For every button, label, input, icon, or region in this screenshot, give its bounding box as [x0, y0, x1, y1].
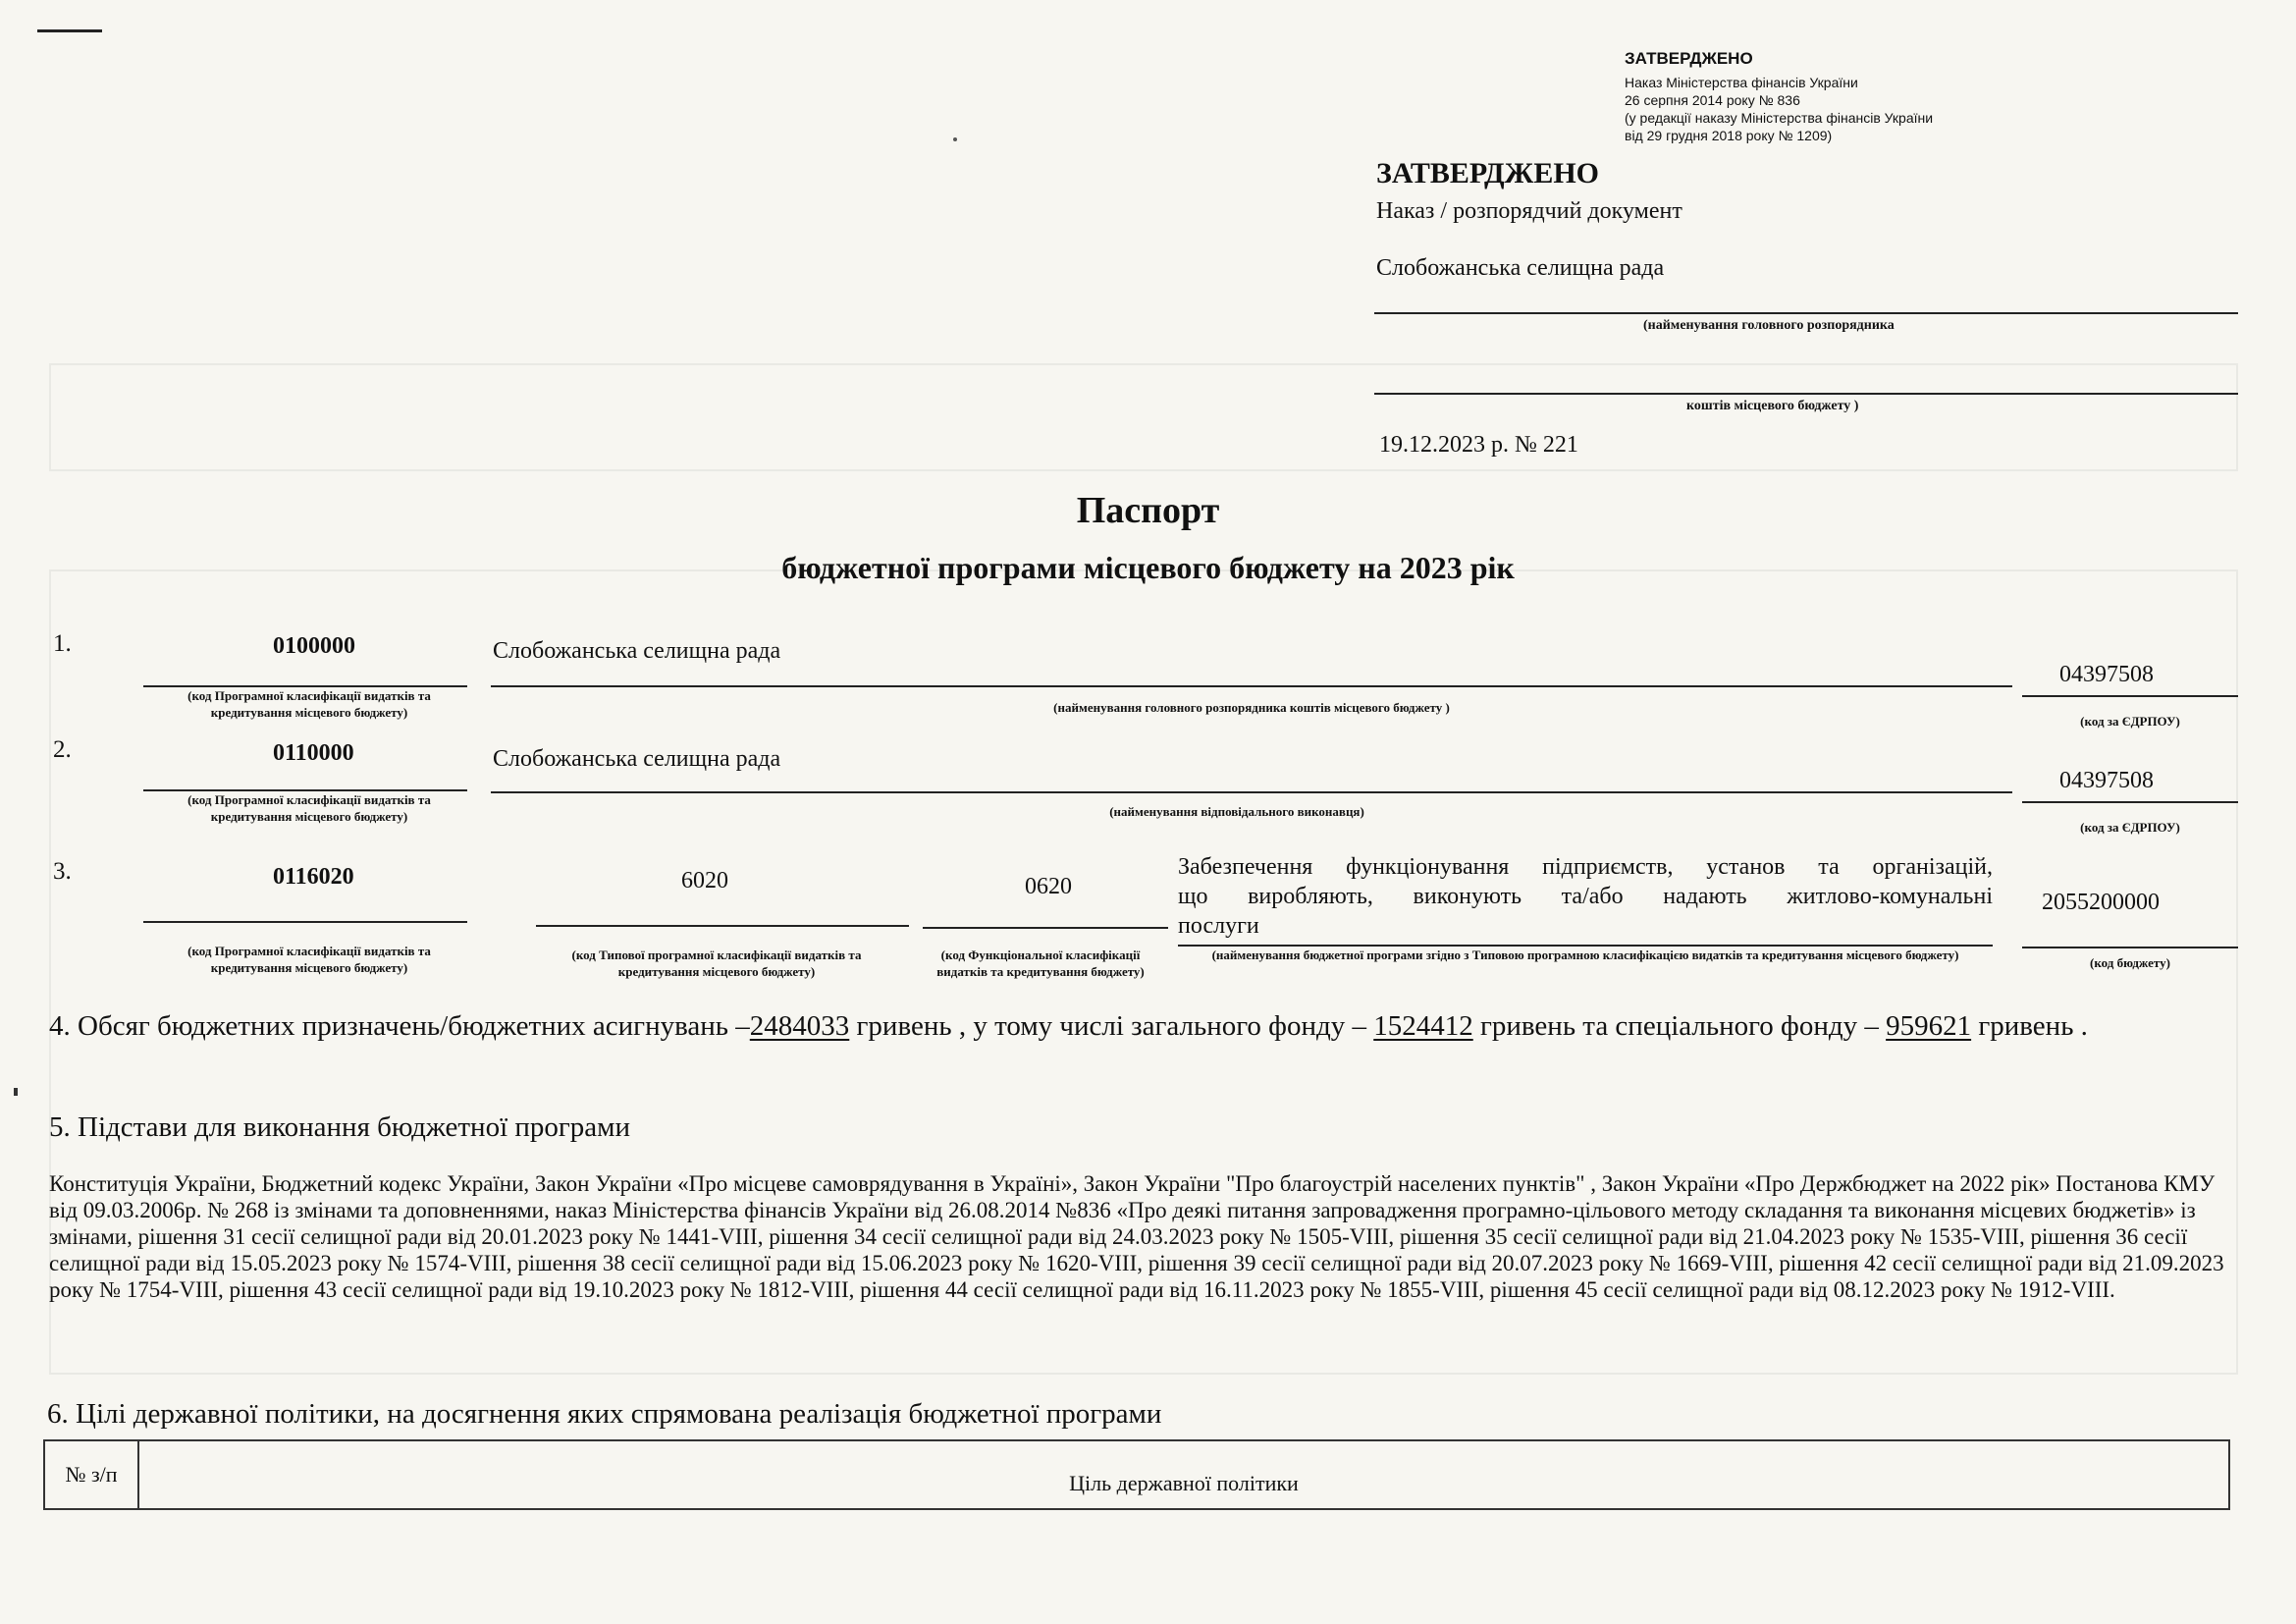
section4-text-1: 4. Обсяг бюджетних призначень/бюджетних асигнувань – — [49, 1010, 750, 1042]
section4-text-4: гривень . — [1971, 1010, 2088, 1042]
table-header-row — [44, 1440, 2229, 1509]
item1-edrpou-caption: (код за ЄДРПОУ) — [2080, 714, 2180, 729]
approval-line-2 — [1374, 393, 2238, 395]
item3-program-name-line3: послуги — [1178, 913, 1259, 939]
item2-name-caption: (найменування відповідального виконавця) — [1109, 804, 1364, 819]
item3-program-name — [1178, 852, 1993, 941]
item2-code-caption: (код Програмної класифікації видатків та кредитування місцевого бюджету) — [187, 792, 431, 824]
item3-program-name-line2: що виробляють, виконують та/або надають житлово-комунальні — [1178, 884, 1993, 909]
item1-name-caption: (найменування головного розпорядника коштів місцевого бюджету ) — [1053, 700, 1450, 715]
section4-text-3: гривень та спеціального фонду – — [1472, 1010, 1879, 1042]
approval-top-line4: від 29 грудня 2018 року № 1209) — [1625, 128, 1833, 143]
section4-general-fund: 1524412 — [1373, 1010, 1473, 1042]
approval-org: Слобожанська селищна рада — [1376, 255, 1665, 281]
col-goal-header: Ціль державної політики — [138, 1440, 2229, 1509]
item3-typical-code: 6020 — [681, 868, 728, 893]
page-subtitle: бюджетної програми місцевого бюджету на 2023 рік — [781, 550, 1515, 585]
section6-title: 6. Цілі державної політики, на досягнення яких спрямована реалізація бюджетної програми — [47, 1398, 1162, 1430]
item2-program-code: 0110000 — [273, 740, 354, 766]
speck — [953, 137, 957, 141]
page-title: Паспорт — [1076, 490, 1220, 531]
section4-total-amount: 2484033 — [749, 1010, 850, 1042]
item3-code-caption: (код Програмної класифікації видатків та кредитування місцевого бюджету) — [187, 944, 431, 975]
item1-program-code: 0100000 — [273, 633, 355, 659]
section4-special-fund: 959621 — [1886, 1010, 1972, 1042]
col-number-header: № з/п — [44, 1440, 138, 1509]
policy-goals-table — [43, 1439, 2230, 1510]
item3-code-line — [143, 921, 467, 923]
item2-name-line — [491, 791, 2012, 793]
item2-number: 2. — [53, 736, 72, 763]
approval-top-line3: (у редакції наказу Міністерства фінансів України — [1625, 110, 1934, 126]
item2-edrpou-line — [2022, 801, 2238, 803]
approval-date-number: 19.12.2023 р. № 221 — [1379, 432, 1578, 458]
item3-typical-line — [536, 925, 909, 927]
item1-number: 1. — [53, 630, 72, 657]
approval-top-title: ЗАТВЕРДЖЕНО — [1625, 49, 1753, 68]
item1-edrpou-line — [2022, 695, 2238, 697]
item1-edrpou: 04397508 — [2059, 662, 2154, 687]
margin-mark — [14, 1088, 18, 1096]
item2-edrpou: 04397508 — [2059, 768, 2154, 793]
item3-name-caption: (найменування бюджетної програми згідно з Типовою програмною класифікацією видатків та кредитування місцевого бюджету) — [1211, 947, 1959, 962]
approval-doc-type: Наказ / розпорядчий документ — [1376, 198, 1682, 224]
approval-caption-2: коштів місцевого бюджету ) — [1686, 399, 1859, 413]
item3-number: 3. — [53, 858, 72, 885]
item3-program-code: 0116020 — [273, 864, 354, 890]
item3-typical-caption: (код Типової програмної класифікації видатків та кредитування місцевого бюджету) — [571, 947, 862, 979]
approval-title: ЗАТВЕРДЖЕНО — [1376, 157, 1599, 189]
approval-caption-1: (найменування головного розпорядника — [1643, 318, 1895, 333]
item1-code-caption: (код Програмної класифікації видатків та кредитування місцевого бюджету) — [187, 688, 431, 720]
section5-basis-text: Конституція України, Бюджетний кодекс України, Закон України «Про місцеве самоврядування в Україні», Закон України "Про благоустрій населених пунктів" , Закон України «Про Держбюджет на 2022 рік» Постанова КМУ від 09.03.2006р. № 268 із змінами та доповненнями, наказ Міністерства фінансів України від 26.08.2014 №836 «Про деякі питання запровадження програмно-цільового методу складання та виконання місцевих бюджетів» із змінами, рішення 31 сесії селищної ради від 20.01.2023 року № 1441-VIII, рішення 34 сесії селищної ради від 24.03.2023 року № 1505-VIII, рішення 35 сесії селищної ради від 21.04.2023 року № 1535-VIII, рішення 36 сесії селищної ради від 15.05.2023 року № 1574-VIII, рішення 38 сесії селищної ради від 15.06.2023 року № 1620-VIII, рішення 39 сесії селищної ради від 20.07.2023 року № 1669-VIII, рішення 42 сесії селищної ради від 21.09.2023 року № 1754-VIII, рішення 43 сесії селищної ради від 19.10.2023 року № 1812-VIII, рішення 44 сесії селищної ради від 16.11.2023 року № 1855-VIII, рішення 45 сесії селищної ради від 08.12.2023 року № 1912-VIII. — [49, 1171, 2224, 1302]
bleed-through-table-1 — [49, 363, 2238, 471]
item1-name-line — [491, 685, 2012, 687]
item2-name: Слобожанська селищна рада — [493, 746, 781, 772]
item3-budget-line — [2022, 947, 2238, 948]
approval-line-1 — [1374, 312, 2238, 314]
item3-program-name-line1: Забезпечення функціонування підприємств, установ та організацій, — [1178, 854, 1993, 880]
approval-top-line2: 26 серпня 2014 року № 836 — [1625, 92, 1800, 108]
section4-text-2: гривень , у тому числі загального фонду – — [849, 1010, 1374, 1042]
item3-functional-caption: (код Функціональної класифікації видатків та кредитування бюджету) — [936, 947, 1145, 979]
item3-functional-line — [923, 927, 1168, 929]
item3-functional-code: 0620 — [1025, 874, 1072, 899]
corner-mark — [37, 29, 102, 32]
item2-edrpou-caption: (код за ЄДРПОУ) — [2080, 820, 2180, 835]
item3-budget-code: 2055200000 — [2042, 890, 2160, 915]
section5-title: 5. Підстави для виконання бюджетної програми — [49, 1111, 631, 1143]
approval-top-line1: Наказ Міністерства фінансів України — [1625, 75, 1858, 90]
item3-budget-caption: (код бюджету) — [2090, 955, 2170, 970]
item1-name: Слобожанська селищна рада — [493, 638, 781, 664]
section4-budget-volume — [49, 1007, 2238, 1045]
